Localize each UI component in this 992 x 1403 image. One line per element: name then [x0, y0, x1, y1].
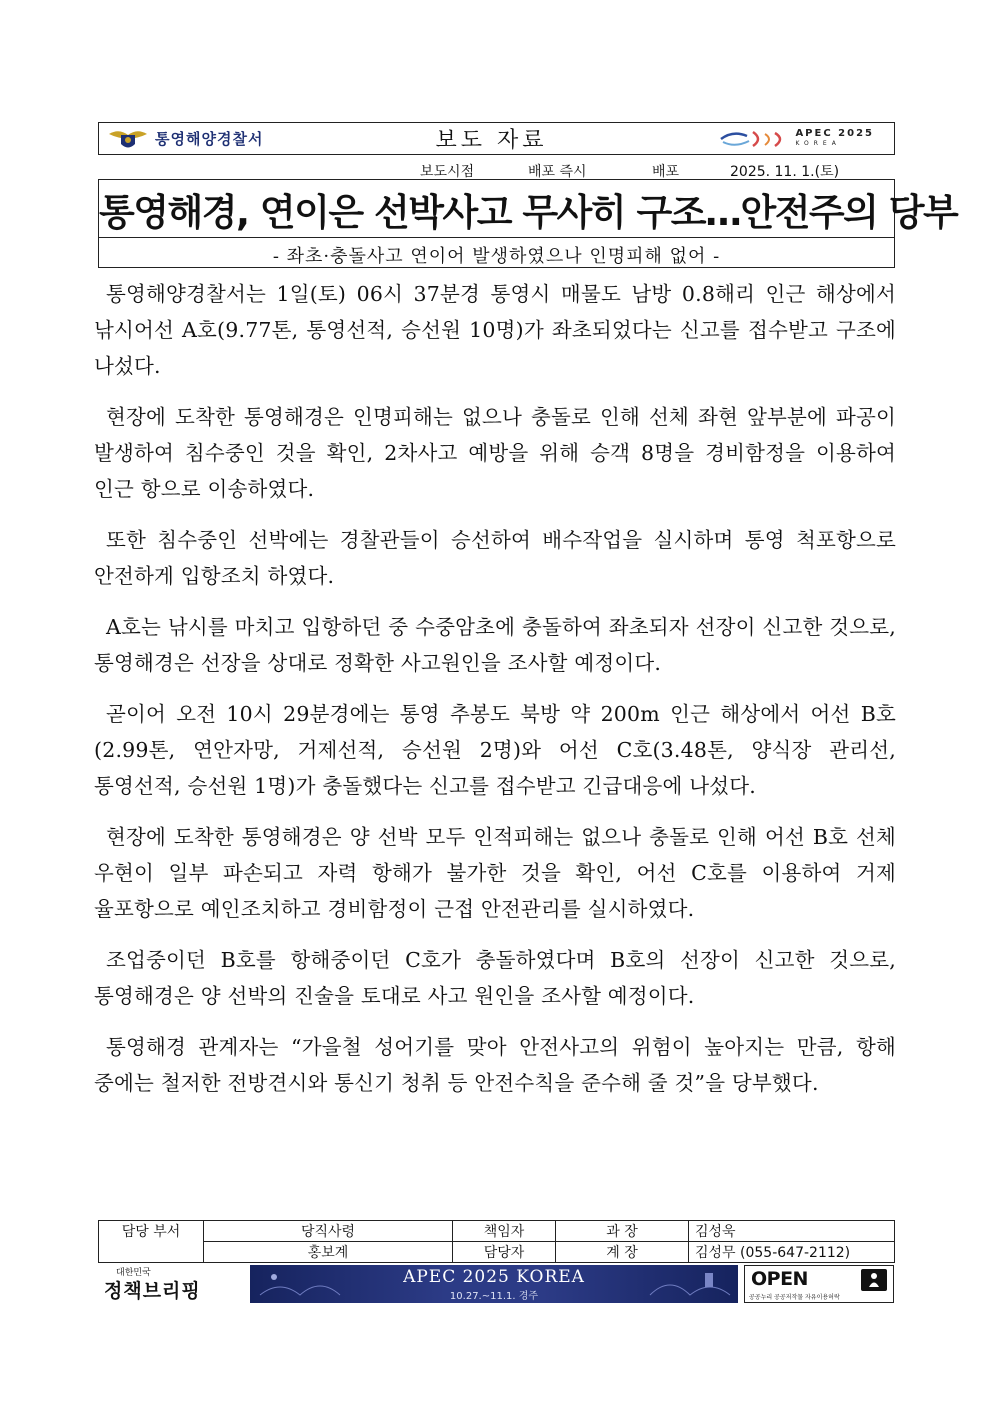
responsible-name: 김성욱 [689, 1221, 895, 1242]
release-label: 보도 자료 [435, 128, 548, 153]
open-license-badge[interactable] [744, 1265, 894, 1303]
paragraph: 현장에 도착한 통영해경은 인명피해는 없으나 충돌로 인해 선체 좌현 앞부분에 파공이 발생하여 침수중인 것을 확인, 2차사고 예방을 위해 승객 8명을 경비함정을 이용하여 인근 항으로 이송하였다. [94, 405, 896, 501]
apec-text [795, 129, 874, 149]
article-body [94, 276, 896, 1116]
paragraph: 곧이어 오전 10시 29분경에는 통영 추봉도 북방 약 200m 인근 해상에서 어선 B호(2.99톤, 연안자망, 거제선적, 승선원 2명)와 어선 C호(3.48톤, 양식장 관리선, 통영선적, 승선원 1명)가 충돌했다는 신고를 접수받고 긴급대응에 나섰다. [94, 702, 896, 798]
subheadline: - 좌초·충돌사고 연이어 발생하였으나 인명피해 없어 - [272, 246, 721, 267]
table-row [99, 1221, 895, 1242]
banner-dates: 10.27.~11.1. 경주 [449, 1291, 539, 1302]
paragraph: 조업중이던 B호를 항해중이던 C호가 충돌하였다며 B호의 선장이 신고한 것으로, 통영해경은 양 선박의 진술을 토대로 사고 원인을 조사할 예정이다. [94, 948, 896, 1008]
attribution-icon [861, 1269, 887, 1291]
release-time-row [98, 159, 895, 181]
responsible-title: 과 장 [556, 1221, 689, 1242]
brief-main-text: 정책브리핑 [104, 1280, 201, 1302]
release-time-label: 보도시점 [420, 164, 475, 180]
apec-korea: KOREA [795, 139, 841, 147]
distribution-date: 2025. 11. 1.(토) [730, 164, 840, 180]
coast-guard-emblem-icon [107, 126, 149, 152]
footer [104, 1265, 894, 1303]
table-row [99, 1242, 895, 1263]
apec-banner[interactable] [250, 1265, 738, 1303]
open-license-text: 공공누리 공공저작물 자유이용허락 [749, 1294, 840, 1301]
brief-small-text: 대한민국 [116, 1268, 151, 1278]
paragraph: 또한 침수중인 선박에는 경찰관들이 승선하여 배수작업을 실시하며 통영 척포항으로 안전하게 입항조치 하였다. [94, 528, 896, 588]
unit-bottom: 홍보계 [204, 1242, 453, 1263]
paragraph: 통영해경 관계자는 “가을철 성어기를 맞아 안전사고의 위험이 높아지는 만큼, 항해 중에는 철저한 전방견시와 통신기 청취 등 안전수칙을 준수해 줄 것”을 당부했다. [94, 1035, 896, 1095]
apec-swirl-icon [719, 128, 789, 150]
headline: 통영해경, 연이은 선박사고 무사히 구조…안전주의 당부 [99, 191, 958, 234]
paragraph: A호는 낚시를 마치고 입항하던 중 수중암초에 충돌하여 좌초되자 선장이 신고한 것으로, 통영해경은 선장을 상대로 정확한 사고원인을 조사할 예정이다. [94, 615, 896, 675]
paragraph: 현장에 도착한 통영해경은 양 선박 모두 인적피해는 없으나 충돌로 인해 어선 B호 선체 우현이 일부 파손되고 자력 항해가 불가한 것을 확인, 어선 C호를 이용하여 거제 율포항으로 예인조치하고 경비함정이 근접 안전관리를 실시하였다. [94, 825, 896, 921]
in-charge-name: 김성무 (055-647-2112) [689, 1242, 895, 1263]
banner-title: APEC 2025 KOREA [403, 1267, 585, 1287]
apec-logo [694, 128, 894, 150]
org-name: 통영해양경찰서 [155, 130, 264, 148]
title-divider [99, 237, 894, 238]
contact-table [98, 1220, 895, 1263]
apec-title: APEC 2025 [795, 127, 874, 139]
policy-briefing-logo[interactable] [104, 1265, 234, 1303]
dept-label: 담당 부서 [99, 1221, 204, 1263]
in-charge-title: 계 장 [556, 1242, 689, 1263]
responsible-label: 책임자 [453, 1221, 556, 1242]
unit-top: 당직사령 [204, 1221, 453, 1242]
paragraph: 통영해양경찰서는 1일(토) 06시 37분경 통영시 매물도 남방 0.8해리 인근 해상에서 낚시어선 A호(9.77톤, 통영선적, 승선원 10명)가 좌초되었다는 신고를 접수받고 구조에 나섰다. [94, 282, 896, 378]
in-charge-label: 담당자 [453, 1242, 556, 1263]
press-header [98, 122, 895, 155]
distribution-label: 배포 [652, 164, 680, 180]
release-time-value: 배포 즉시 [528, 164, 587, 180]
open-word: OPEN [751, 1268, 808, 1290]
title-box [98, 179, 958, 268]
